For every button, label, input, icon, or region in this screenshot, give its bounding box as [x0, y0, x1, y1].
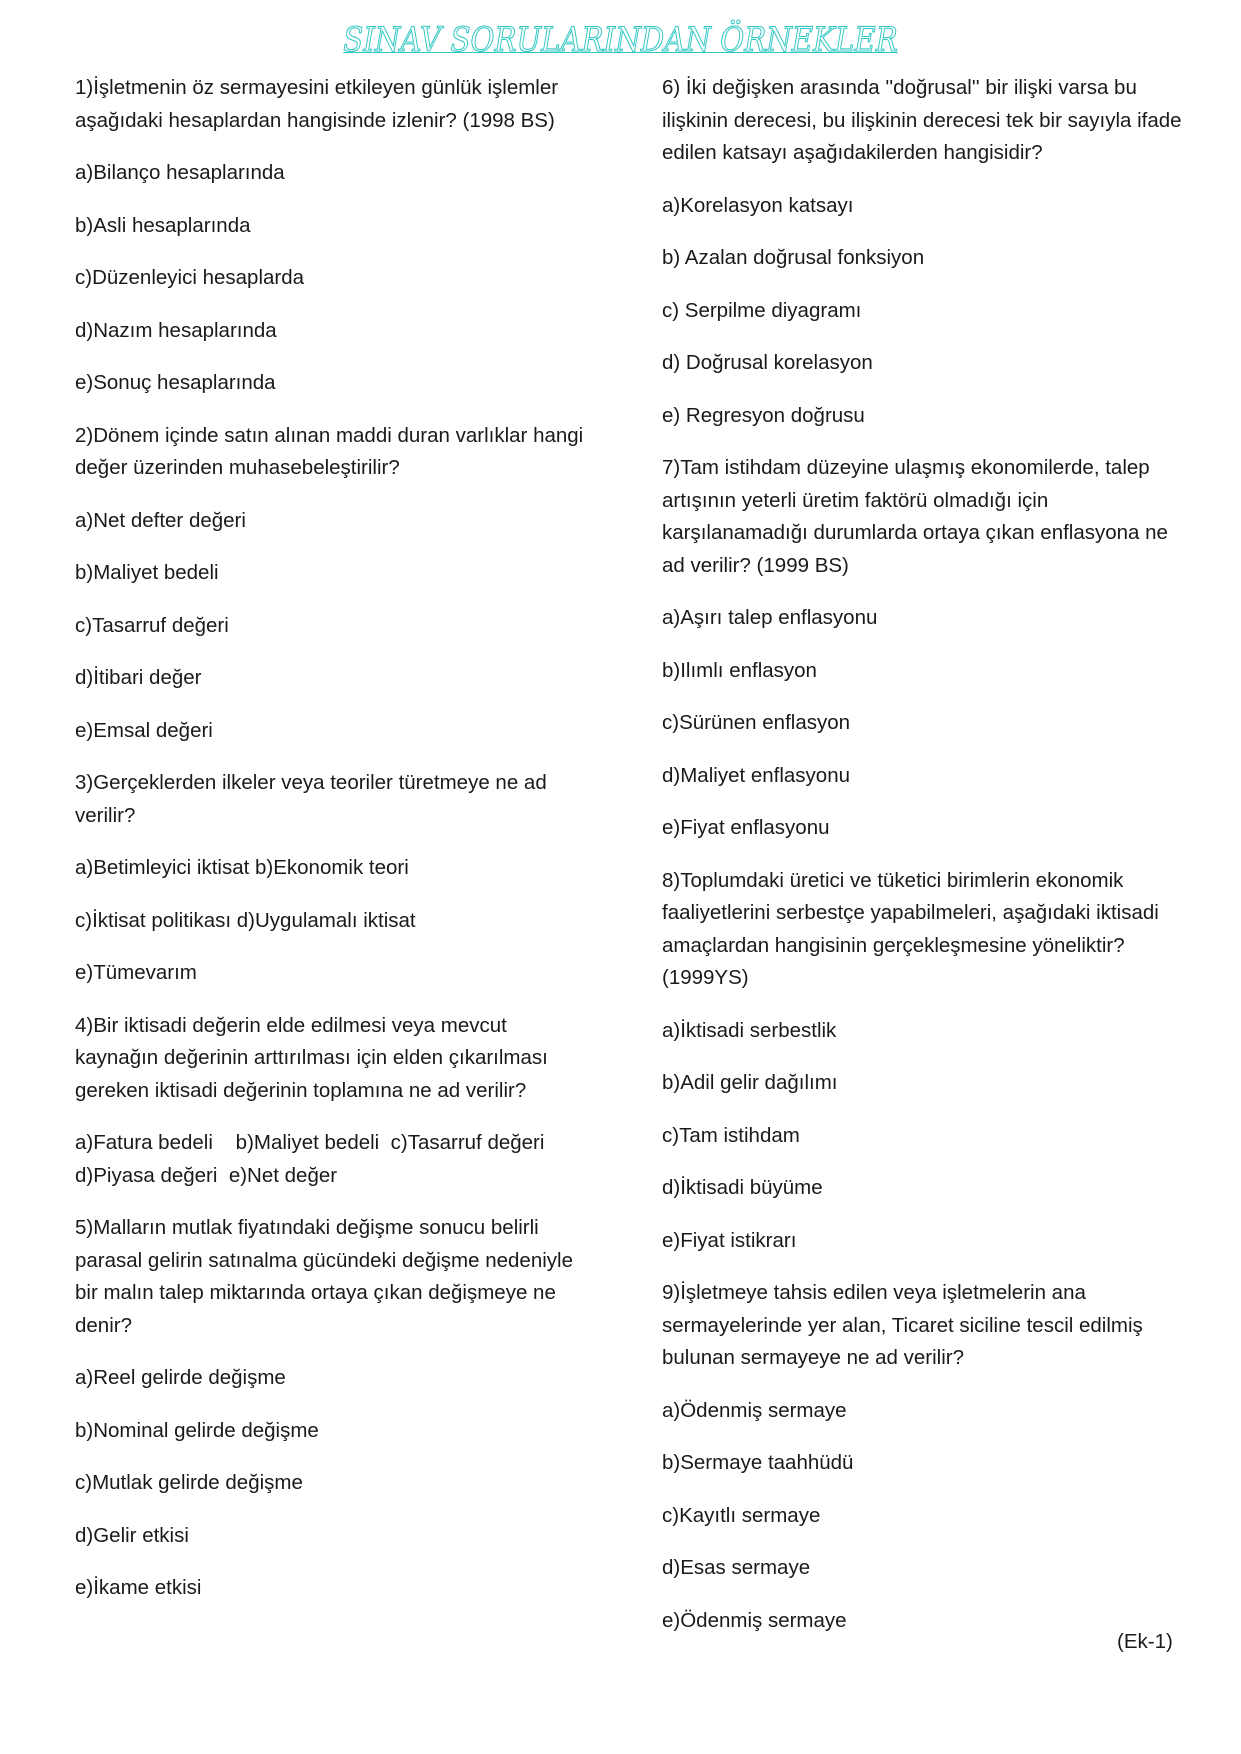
question-1-option-e: e)Sonuç hesaplarında: [75, 371, 276, 394]
question-1: 1)İşletmenin öz sermayesini etkileyen günlük işlemler aşağıdaki hesaplardan hangisinde izlenir? (1998 BS): [75, 76, 559, 132]
question-9-option-d: d)Esas sermaye: [662, 1556, 811, 1579]
left-column: [75, 72, 595, 1625]
question-7: 7)Tam istihdam düzeyine ulaşmış ekonomilerde, talep artışının yeterli üretim faktörü olmadığı için karşılanamadığı durumlarda ortaya çıkan enflasyona ne ad verilir? (1999 BS): [662, 456, 1168, 577]
question-2: 2)Dönem içinde satın alınan maddi duran varlıklar hangi değer üzerinden muhasebeleştirilir?: [75, 423, 584, 479]
question-9: 9)İşletmeye tahsis edilen veya işletmelerin ana sermayelerinde yer alan, Ticaret siciline tescil edilmiş bulunan sermayeye ne ad verilir?: [662, 1281, 1143, 1369]
question-9-option-a: a)Ödenmiş sermaye: [662, 1398, 847, 1422]
right-column: [662, 72, 1182, 1657]
question-9-option-e: e)Ödenmiş sermaye: [662, 1608, 847, 1632]
question-3-options-ab: a)Betimleyici iktisat b)Ekonomik teori: [75, 856, 409, 879]
question-5-option-d: d)Gelir etkisi: [75, 1523, 189, 1547]
question-1-option-a: a)Bilanço hesaplarında: [75, 161, 285, 184]
question-9-option-b: b)Sermaye taahhüdü: [662, 1451, 854, 1474]
question-2-option-c: c)Tasarruf değeri: [75, 613, 229, 637]
appendix-reference: (Ek-1): [1117, 1630, 1173, 1653]
question-6-option-e: e) Regresyon doğrusu: [662, 403, 865, 427]
question-5: 5)Malların mutlak fiyatındaki değişme sonucu belirli parasal gelirin satınalma gücündeki değişme nedeniyle bir malın talep miktarında ortaya çıkan değişmeye ne denir?: [75, 1216, 573, 1337]
question-9-option-c: c)Kayıtlı sermaye: [662, 1503, 821, 1527]
question-6-option-d: d) Doğrusal korelasyon: [662, 351, 873, 374]
question-4-options-abc: a)Fatura bedeli b)Maliyet bedeli c)Tasarruf değeri: [75, 1131, 545, 1154]
question-1-option-d: d)Nazım hesaplarında: [75, 318, 277, 342]
question-8-option-c: c)Tam istihdam: [662, 1123, 800, 1147]
question-6: 6) İki değişken arasında ''doğrusal'' bir ilişki varsa bu ilişkinin derecesi, bu ilişkinin derecesi tek bir sayıyla ifade edilen katsayı aşağıdakilerden hangisidir?: [662, 76, 1182, 164]
page-title: SINAV SORULARINDAN ÖRNEKLER: [343, 20, 898, 60]
question-2-option-a: a)Net defter değeri: [75, 508, 246, 532]
question-5-option-b: b)Nominal gelirde değişme: [75, 1418, 319, 1442]
question-3-option-e: e)Tümevarım: [75, 961, 197, 984]
question-2-option-e: e)Emsal değeri: [75, 718, 213, 742]
question-8-option-e: e)Fiyat istikrarı: [662, 1228, 797, 1252]
question-5-option-e: e)İkame etkisi: [75, 1576, 202, 1599]
question-1-option-c: c)Düzenleyici hesaplarda: [75, 266, 305, 289]
question-8: 8)Toplumdaki üretici ve tüketici birimlerin ekonomik faaliyetlerini serbestçe yapabilmeleri, aşağıdaki iktisadi amaçlardan hangisinin gerçekleşmesine yöneliktir? (1999YS): [662, 868, 1159, 989]
question-6-option-c: c) Serpilme diyagramı: [662, 298, 862, 322]
question-5-option-a: a)Reel gelirde değişme: [75, 1366, 286, 1389]
question-7-option-e: e)Fiyat enflasyonu: [662, 816, 830, 839]
question-7-option-b: b)Ilımlı enflasyon: [662, 658, 817, 682]
question-7-option-a: a)Aşırı talep enflasyonu: [662, 606, 878, 629]
question-8-option-a: a)İktisadi serbestlik: [662, 1018, 837, 1042]
question-6-option-b: b) Azalan doğrusal fonksiyon: [662, 246, 925, 269]
question-7-option-d: d)Maliyet enflasyonu: [662, 763, 851, 787]
question-3: 3)Gerçeklerden ilkeler veya teoriler türetmeye ne ad verilir?: [75, 771, 547, 827]
question-2-option-d: d)İtibari değer: [75, 666, 202, 689]
question-4: 4)Bir iktisadi değerin elde edilmesi veya mevcut kaynağın değerinin arttırılması için elden çıkarılması gereken iktisadi değerinin toplamına ne ad verilir?: [75, 1013, 548, 1102]
question-8-option-d: d)İktisadi büyüme: [662, 1176, 823, 1199]
question-6-option-a: a)Korelasyon katsayı: [662, 193, 854, 217]
question-7-option-c: c)Sürünen enflasyon: [662, 711, 851, 734]
question-4-options-de: d)Piyasa değeri e)Net değer: [75, 1163, 338, 1187]
question-5-option-c: c)Mutlak gelirde değişme: [75, 1471, 303, 1494]
question-2-option-b: b)Maliyet bedeli: [75, 561, 219, 584]
question-3-options-cd: c)İktisat politikası d)Uygulamalı iktisat: [75, 908, 416, 932]
question-1-option-b: b)Asli hesaplarında: [75, 213, 251, 237]
question-8-option-b: b)Adil gelir dağılımı: [662, 1071, 838, 1094]
